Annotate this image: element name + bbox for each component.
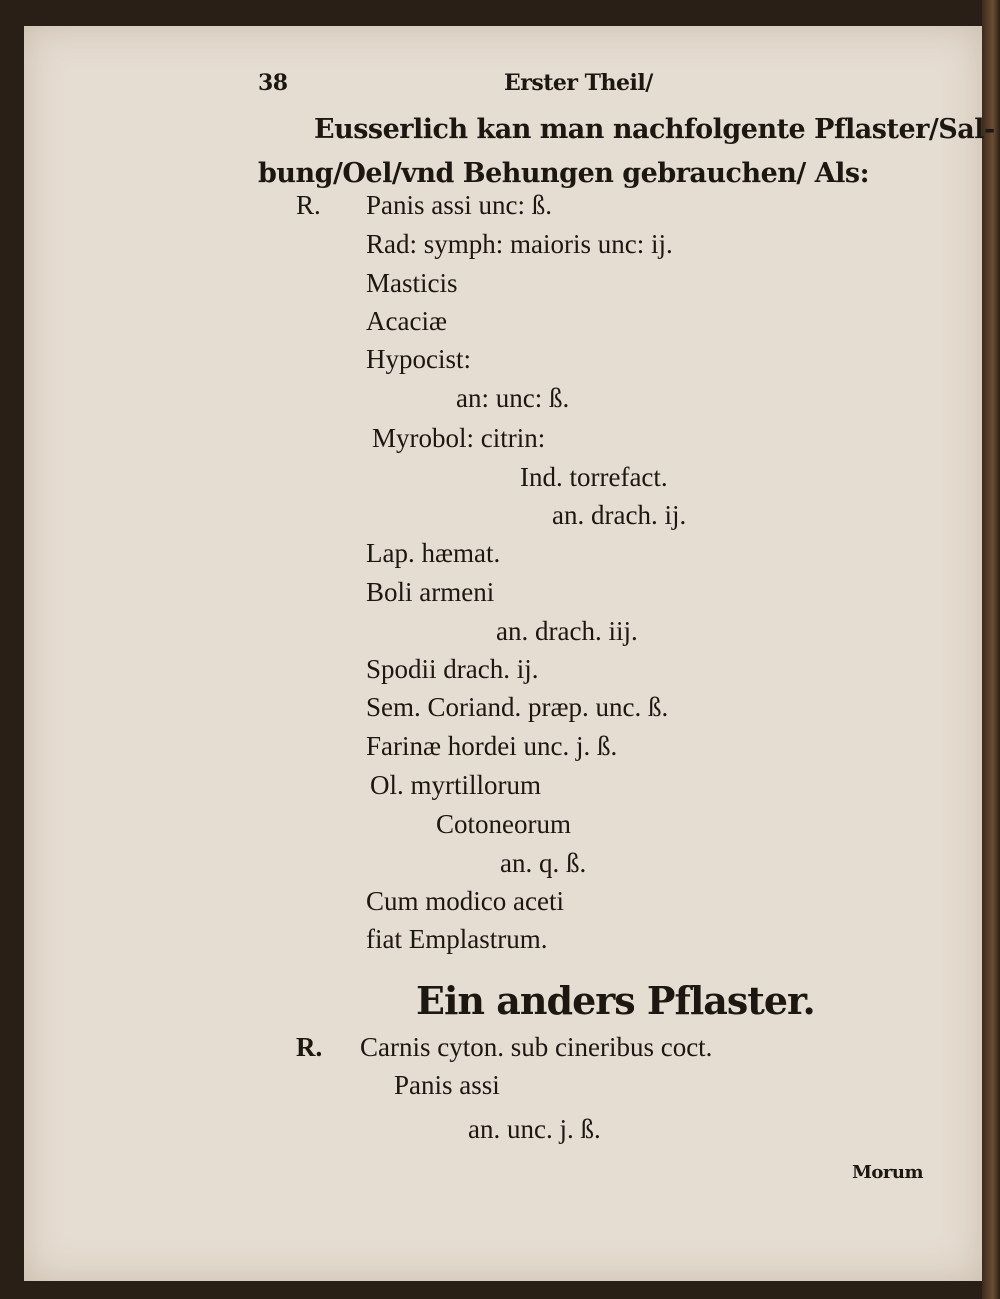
- recipe-line: Panis assi unc: ß.: [366, 190, 552, 220]
- running-title: Erster Theil/: [504, 70, 653, 96]
- recipe-line: fiat Emplastrum.: [366, 924, 548, 954]
- recipe-line: an. drach. ij.: [552, 500, 687, 530]
- recipe-line: Hypocist:: [366, 344, 471, 374]
- recipe-line: Acaciæ: [366, 306, 447, 336]
- recipe-line: Sem. Coriand. præp. unc. ß.: [366, 692, 669, 722]
- recipe-line: Lap. hæmat.: [366, 538, 501, 568]
- section-heading: Ein anders Pflaster.: [416, 978, 815, 1023]
- recipe-line: an. unc. j. ß.: [468, 1114, 601, 1144]
- recipe-line: Cotoneorum: [436, 809, 571, 839]
- recipe-line: Cum modico aceti: [366, 886, 564, 916]
- recipe-marker: R.: [296, 1032, 323, 1062]
- intro-line-2: bung/Oel/vnd Behungen gebrauchen/ Als:: [258, 158, 870, 189]
- book-edge: [982, 0, 1000, 1299]
- recipe-line: Masticis: [366, 268, 458, 298]
- page-number: 38: [258, 70, 288, 96]
- catchword: Morum: [852, 1162, 924, 1183]
- recipe-line: an: unc: ß.: [456, 383, 570, 413]
- recipe-line: Rad: symph: maioris unc: ij.: [366, 229, 673, 259]
- recipe-line: Ind. torrefact.: [520, 462, 668, 492]
- intro-line-1: Eusserlich kan man nachfolgente Pflaster/Sal-: [314, 114, 995, 145]
- recipe-line: an. drach. iij.: [496, 616, 638, 646]
- recipe-line: Ol. myrtillorum: [370, 770, 541, 800]
- recipe-line: an. q. ß.: [500, 848, 587, 878]
- book-page: [24, 26, 995, 1281]
- recipe-line: Myrobol: citrin:: [372, 423, 546, 453]
- recipe-line: Carnis cyton. sub cineribus coct.: [360, 1032, 713, 1062]
- recipe-line: Boli armeni: [366, 577, 495, 607]
- recipe-line: Spodii drach. ij.: [366, 654, 539, 684]
- recipe-marker: R.: [296, 190, 321, 220]
- recipe-line: Farinæ hordei unc. j. ß.: [366, 731, 618, 761]
- recipe-line: Panis assi: [394, 1070, 500, 1100]
